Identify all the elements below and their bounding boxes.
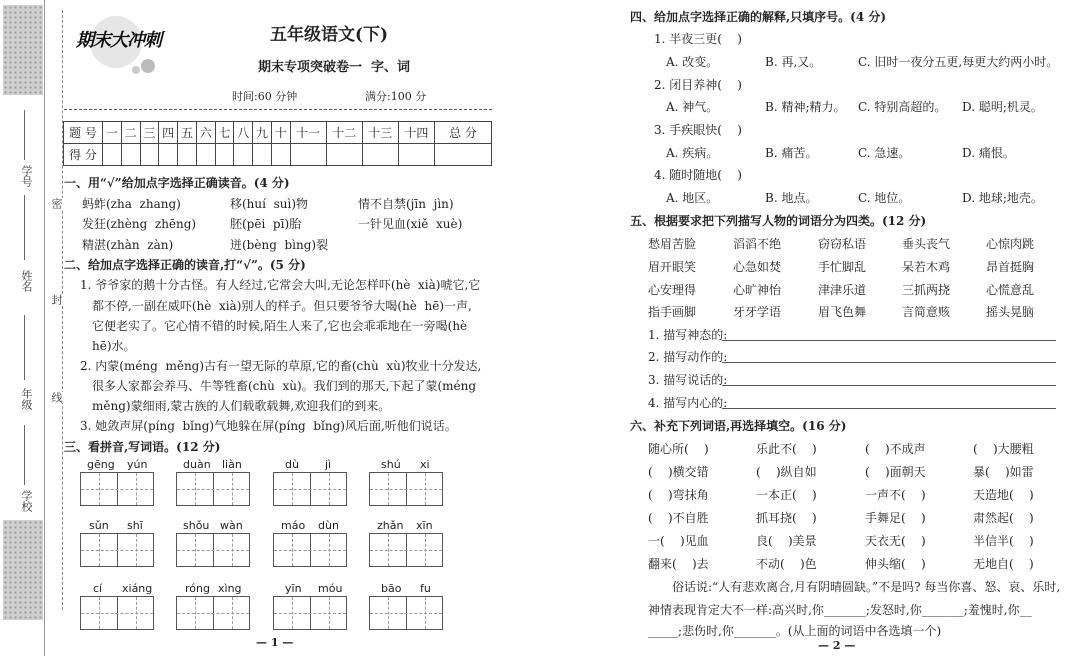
s5-word: 津津乐道 — [818, 283, 867, 297]
s2-line: 1. 爷爷家的鹅十分古怪。有人经过,它常会大叫,无论怎样吓(hè xià)唬它,它 — [80, 278, 481, 292]
pinyin: máo — [281, 519, 306, 532]
margin-pattern-top — [3, 5, 43, 95]
pinyin: dù — [285, 458, 299, 471]
s6-word: 半信半( ) — [973, 534, 1034, 548]
s6-word: 暴( )如雷 — [973, 465, 1034, 479]
s5-category: 3. 描写说话的: — [648, 373, 728, 387]
pinyin: bāo — [381, 582, 402, 595]
section-5-title: 五、根据要求把下列描写人物的词语分为四类。(12 分) — [630, 214, 927, 228]
s4-option: B. 再,又。 — [765, 55, 822, 69]
s4-option: A. 改变。 — [666, 55, 719, 69]
s6-word: 天造地( ) — [973, 488, 1034, 502]
pinyin: sǔn — [89, 519, 109, 532]
s1-item: 胚(pēi pī)胎 — [230, 217, 302, 231]
section-2-title: 二、给加点字选择正确的读音,打“√”。(5 分) — [64, 258, 306, 272]
s5-word: 眉飞色舞 — [818, 305, 867, 319]
score-cell: 九 — [253, 122, 272, 144]
s6-word: 一本正( ) — [756, 488, 817, 502]
score-entry[interactable] — [215, 144, 234, 166]
s6-word: 伸头缩( ) — [865, 557, 926, 571]
seal-line — [62, 10, 63, 610]
s2-line: 2. 内蒙(méng měng)古有一望无际的草原,它的畜(chù xù)牧业十分发达, — [80, 359, 482, 373]
s5-word: 眉开眼笑 — [648, 260, 697, 274]
s5-category: 1. 描写神态的: — [648, 328, 728, 342]
score-entry[interactable] — [178, 144, 197, 166]
score-cell: 四 — [159, 122, 178, 144]
score-cell: 二 — [121, 122, 140, 144]
score-entry[interactable] — [140, 144, 159, 166]
pinyin: duàn — [183, 458, 211, 471]
s6-word: 抓耳挠( ) — [756, 511, 817, 525]
s4-option: C. 旧时一夜分五更,每更大约两小时。 — [858, 55, 1059, 69]
s5-word: 心安理得 — [648, 283, 697, 297]
pinyin: cí — [93, 582, 103, 595]
pinyin: zhǎn — [377, 519, 404, 532]
section-1-title: 一、用“√”给加点字选择正确读音。(4 分) — [64, 176, 290, 190]
s6-paragraph: _____;悲伤时,你_______。(从上面的词语中各选填一个) — [648, 624, 942, 638]
pinyin: xi — [420, 458, 430, 471]
score-entry[interactable] — [326, 144, 362, 166]
s4-option: B. 精神;精力。 — [765, 100, 846, 114]
pinyin: shú — [381, 458, 401, 471]
score-entry[interactable] — [103, 144, 122, 166]
score-cell: 十四 — [398, 122, 434, 144]
pinyin: yīn — [285, 582, 302, 595]
s4-option: D. 地球;地壳。 — [962, 191, 1043, 205]
answer-line[interactable] — [722, 362, 1056, 363]
s6-word: ( )不成声 — [865, 442, 926, 456]
s4-option: D. 痛恨。 — [962, 146, 1015, 160]
s2-line: měng)蒙细雨,蒙古族的人们载歌载舞,欢迎我们的到来。 — [92, 399, 391, 413]
seal-char-3: 线 — [50, 392, 63, 403]
s6-word: 随心所( ) — [648, 442, 709, 456]
school-label: 学校 — [20, 490, 33, 512]
s6-word: ( )弯抹角 — [648, 488, 709, 502]
s1-item: 情不自禁(jīn jìn) — [358, 197, 454, 211]
s1-item: 移(huí suì)物 — [230, 197, 309, 211]
full-score: 满分:100 分 — [365, 90, 427, 103]
s4-option: D. 聪明;机灵。 — [962, 100, 1043, 114]
name-label: 姓名 — [20, 270, 33, 292]
s6-word: 一声不( ) — [865, 488, 926, 502]
seal-char-2: 封 — [50, 294, 63, 305]
pinyin: xiáng — [122, 582, 153, 595]
s6-word: 不动( )色 — [756, 557, 817, 571]
score-entry[interactable] — [362, 144, 398, 166]
s6-paragraph: 神情表现肯定大不一样:高兴时,你_______;发怒时,你_______;羞愧时,你__ — [648, 603, 1032, 617]
name-line — [24, 195, 25, 260]
score-table-score-row — [64, 144, 492, 166]
score-cell: 一 — [103, 122, 122, 144]
score-cell: 十三 — [362, 122, 398, 144]
s4-option: A. 神气。 — [666, 100, 719, 114]
score-cell: 得 分 — [64, 144, 103, 166]
writing-box[interactable] — [176, 533, 250, 567]
pinyin: gēng — [87, 458, 115, 471]
s4-option: B. 地点。 — [765, 191, 818, 205]
s5-word: 心旷神怡 — [733, 283, 782, 297]
pinyin: shī — [127, 519, 143, 532]
writing-box[interactable] — [80, 596, 154, 630]
s4-option: C. 地位。 — [858, 191, 911, 205]
pinyin: xìng — [218, 582, 242, 595]
score-entry[interactable] — [253, 144, 272, 166]
s6-word: ( )横交错 — [648, 465, 709, 479]
page-subtitle: 期末专项突破卷一 字、词 — [258, 60, 411, 75]
writing-box[interactable] — [176, 596, 250, 630]
s1-item: 精湛(zhàn zàn) — [82, 238, 174, 252]
s1-item: 一针见血(xiě xuè) — [358, 217, 463, 231]
score-cell: 七 — [215, 122, 234, 144]
score-cell: 题 号 — [64, 122, 103, 144]
score-entry[interactable] — [159, 144, 178, 166]
score-cell: 总 分 — [435, 122, 492, 144]
student-id-line — [24, 110, 25, 160]
margin-pattern-bottom — [3, 520, 43, 620]
writing-box[interactable] — [176, 472, 250, 506]
pinyin: liàn — [222, 458, 242, 471]
s4-option: C. 急速。 — [858, 146, 911, 160]
s5-word: 指手画脚 — [648, 305, 697, 319]
writing-box[interactable] — [273, 533, 347, 567]
s4-question: 1. 半夜三更( ) — [654, 32, 742, 46]
s5-word: 心慌意乱 — [986, 283, 1035, 297]
s4-option: B. 痛苦。 — [765, 146, 818, 160]
s4-question: 4. 随时随地( ) — [654, 168, 742, 182]
s2-line: hē)水。 — [92, 339, 136, 353]
s6-word: 一( )见血 — [648, 534, 709, 548]
s5-word: 手忙脚乱 — [818, 260, 867, 274]
s6-word: ( )不自胜 — [648, 511, 709, 525]
s6-word: 天衣无( ) — [865, 534, 926, 548]
s5-word: 垂头丧气 — [902, 237, 951, 251]
s1-item: 蚂蚱(zha zhang) — [82, 197, 181, 211]
s6-paragraph: 俗话说:“人有悲欢离合,月有阴晴圆缺。”不是吗? 每当你喜、怒、哀、乐时, — [672, 580, 1061, 594]
pinyin: wàn — [220, 519, 243, 532]
pinyin: xīn — [416, 519, 433, 532]
writing-box[interactable] — [80, 472, 154, 506]
s4-question: 3. 手疾眼快( ) — [654, 123, 742, 137]
score-entry[interactable] — [234, 144, 253, 166]
pinyin: shǒu — [183, 519, 210, 532]
pinyin: róng — [185, 582, 210, 595]
score-entry[interactable] — [435, 144, 492, 166]
s4-option: A. 地区。 — [666, 191, 719, 205]
answer-line[interactable] — [722, 385, 1056, 386]
s5-word: 牙牙学语 — [733, 305, 782, 319]
score-cell: 十一 — [290, 122, 326, 144]
s5-word: 心急如焚 — [733, 260, 782, 274]
answer-line[interactable] — [722, 340, 1056, 341]
score-table-header-row — [64, 122, 492, 144]
pinyin: móu — [318, 582, 343, 595]
s6-word: 翻来( )去 — [648, 557, 709, 571]
score-cell: 六 — [196, 122, 215, 144]
school-line — [24, 425, 25, 485]
s6-word: ( )大腰粗 — [973, 442, 1034, 456]
writing-box[interactable] — [80, 533, 154, 567]
section-4-title: 四、给加点字选择正确的解释,只填序号。(4 分) — [630, 10, 887, 24]
pinyin: yún — [127, 458, 148, 471]
page-number-2: — 2 — — [818, 639, 856, 652]
header-divider — [64, 109, 492, 110]
s6-word: ( )面朝天 — [865, 465, 926, 479]
s6-word: 肃然起( ) — [973, 511, 1034, 525]
s2-line: 都不停,一副在威吓(hè xià)别人的样子。但只要爷爷大喝(hè hē)一声, — [92, 299, 472, 313]
section-6-title: 六、补充下列词语,再选择填空。(16 分) — [630, 419, 847, 433]
writing-box[interactable] — [369, 472, 443, 506]
s2-line: 3. 她敛声屏(píng bǐng)气地躲在屏(píng bǐng)风后面,听他们说话。 — [80, 419, 457, 433]
score-entry[interactable] — [196, 144, 215, 166]
s5-word: 窃窃私语 — [818, 237, 867, 251]
s5-word: 滔滔不绝 — [733, 237, 782, 251]
writing-box[interactable] — [273, 596, 347, 630]
writing-box[interactable] — [369, 596, 443, 630]
score-cell: 十二 — [326, 122, 362, 144]
s1-item: 发狂(zhèng zhēng) — [82, 217, 197, 231]
s4-option: C. 特别高超的。 — [858, 100, 947, 114]
answer-line[interactable] — [722, 408, 1056, 409]
s6-word: 无地自( ) — [973, 557, 1034, 571]
page-number-1: — 1 — — [256, 636, 294, 649]
s4-question: 2. 闭目养神( ) — [654, 78, 742, 92]
s5-category: 4. 描写内心的: — [648, 396, 728, 410]
student-id-label: 学号 — [20, 165, 33, 187]
score-cell: 三 — [140, 122, 159, 144]
s6-word: 手舞足( ) — [865, 511, 926, 525]
score-entry[interactable] — [271, 144, 290, 166]
s5-word: 三抓两挠 — [902, 283, 951, 297]
s5-word: 呆若木鸡 — [902, 260, 951, 274]
score-cell: 八 — [234, 122, 253, 144]
s4-option: A. 疾病。 — [666, 146, 719, 160]
s2-line: 很多人家都会养马、牛等牲畜(chù xù)。我们到的那天,下起了蒙(méng — [92, 379, 477, 393]
score-entry[interactable] — [398, 144, 434, 166]
writing-box[interactable] — [369, 533, 443, 567]
pinyin: jì — [325, 458, 332, 471]
pinyin: fu — [420, 582, 431, 595]
score-table — [63, 121, 492, 166]
s1-item: 迸(bèng bìng)裂 — [230, 238, 329, 252]
writing-box[interactable] — [273, 472, 347, 506]
seal-char-1: 密 — [50, 198, 63, 209]
section-3-title: 三、看拼音,写词语。(12 分) — [64, 440, 221, 454]
score-entry[interactable] — [121, 144, 140, 166]
logo-text: 期末大冲刺 — [76, 30, 161, 51]
grade-line — [24, 315, 25, 380]
s5-word: 言简意赅 — [902, 305, 951, 319]
s5-category: 2. 描写动作的: — [648, 350, 728, 364]
s6-word: ( )纵自如 — [756, 465, 817, 479]
time-limit: 时间:60 分钟 — [232, 90, 298, 103]
s5-word: 愁眉苦脸 — [648, 237, 697, 251]
s6-word: 良( )美景 — [756, 534, 817, 548]
page-title: 五年级语文(下) — [270, 25, 389, 45]
margin-rule — [44, 0, 45, 656]
score-cell: 五 — [178, 122, 197, 144]
s5-word: 昂首挺胸 — [986, 260, 1035, 274]
s2-line: 它便老实了。它心情不错的时候,陌生人来了,它也会乖乖地在一旁喝(hè — [92, 319, 468, 333]
s5-word: 摇头晃脑 — [986, 305, 1035, 319]
score-cell: 十 — [271, 122, 290, 144]
s6-word: 乐此不( ) — [756, 442, 817, 456]
grade-label: 年级 — [20, 388, 33, 410]
logo — [74, 12, 168, 78]
pinyin: dùn — [318, 519, 339, 532]
score-entry[interactable] — [290, 144, 326, 166]
s5-word: 心惊肉跳 — [986, 237, 1035, 251]
